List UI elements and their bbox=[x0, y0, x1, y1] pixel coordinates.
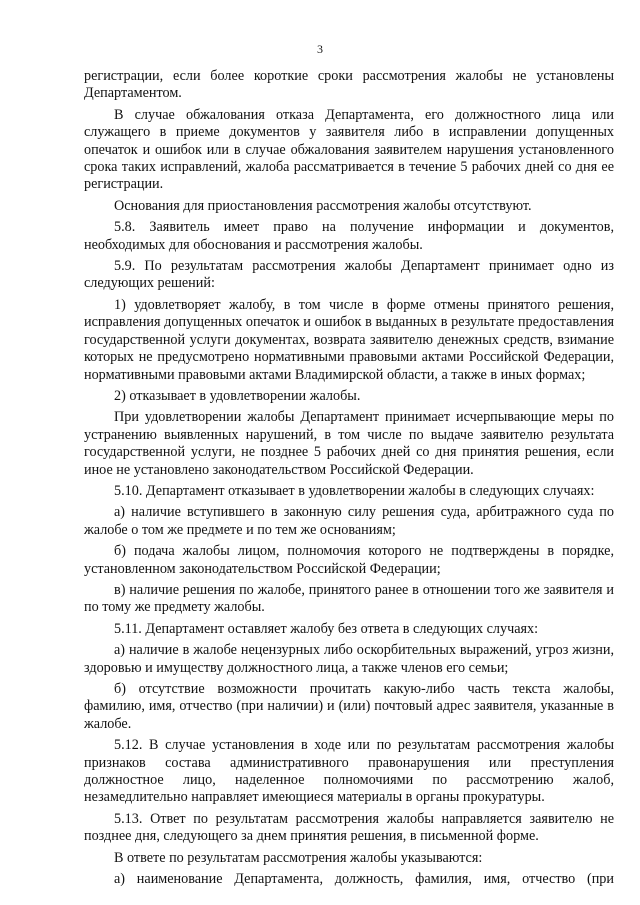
paragraph-no-suspension: Основания для приостановления рассмотрения жалобы отсутствуют. bbox=[114, 197, 532, 214]
paragraph-5-9-item-1: 1) удовлетворяет жалобу, в том числе в форме отмены принятого решения, исправления допущенных опечаток и ошибок в выданных в результате предоставления государственной услуги документах, возврата заявителю денежных средств, взимание которых не предусмотрено нормативными правовыми актами Российской Федерации, нормативными правовыми актами Владимирской области, а также в иных формах; bbox=[84, 296, 614, 383]
paragraph-appeal-refusal: В случае обжалования отказа Департамента, его должностного лица или служащего в приеме документов у заявителя либо в исправлении допущенных опечаток и ошибок или в случае обжалования заявителем нарушения установленного срока таких исправлений, жалоба рассматривается в течение 5 рабочих дней со дня ее регистрации. bbox=[84, 106, 614, 193]
paragraph-5-10-item-c: в) наличие решения по жалобе, принятого ранее в отношении того же заявителя и по тому же предмету жалобы. bbox=[84, 581, 614, 616]
paragraph-5-11: 5.11. Департамент оставляет жалобу без ответа в следующих случаях: bbox=[114, 620, 539, 637]
paragraph-5-10-item-a: а) наличие вступившего в законную силу решения суда, арбитражного суда по жалобе о том же предмете и по тем же основаниям; bbox=[84, 504, 614, 538]
document-body bbox=[84, 68, 614, 888]
paragraph-response-contents: В ответе по результатам рассмотрения жалобы указываются: bbox=[114, 849, 483, 866]
paragraph-5-10: 5.10. Департамент отказывает в удовлетворении жалобы в следующих случаях: bbox=[114, 482, 595, 499]
paragraph-satisfaction-measures: При удовлетворении жалобы Департамент принимает исчерпывающие меры по устранению выявленных нарушений, в том числе по выдаче заявителю результата государственной услуги, не позднее 5 рабочих дней со дня принятия решения, если иное не установлено законодательством Российской Федерации. bbox=[84, 409, 614, 478]
paragraph-5-9: 5.9. По результатам рассмотрения жалобы Департамент принимает одно из следующих решений: bbox=[84, 258, 614, 292]
paragraph-5-10-item-b: б) подача жалобы лицом, полномочия которого не подтверждены в порядке, установленном законодательством Российской Федерации; bbox=[84, 543, 614, 577]
paragraph-5-8: 5.8. Заявитель имеет право на получение информации и документов, необходимых для обоснования и рассмотрения жалобы. bbox=[84, 219, 614, 253]
paragraph-5-11-item-a: а) наличие в жалобе нецензурных либо оскорбительных выражений, угроз жизни, здоровью и имуществу должностного лица, а также членов его семьи; bbox=[84, 642, 614, 676]
paragraph-continuation: регистрации, если более короткие сроки рассмотрения жалобы не установлены Департаментом. bbox=[84, 68, 614, 102]
paragraph-5-12: 5.12. В случае установления в ходе или по результатам рассмотрения жалобы признаков состава административного правонарушения или преступления должностное лицо, наделенное полномочиями по рассмотрению жалоб, незамедлительно направляет имеющиеся материалы в органы прокуратуры. bbox=[84, 737, 614, 806]
paragraph-5-13: 5.13. Ответ по результатам рассмотрения жалобы направляется заявителю не позднее дня, следующего за днем принятия решения, в письменной форме. bbox=[84, 810, 614, 845]
paragraph-5-9-item-2: 2) отказывает в удовлетворении жалобы. bbox=[114, 387, 361, 404]
page-number: 3 bbox=[317, 42, 323, 56]
paragraph-response-item-a: а) наименование Департамента, должность, фамилия, имя, отчество (при bbox=[114, 871, 614, 888]
paragraph-5-11-item-b: б) отсутствие возможности прочитать какую-либо часть текста жалобы, фамилию, имя, отчество (при наличии) и (или) почтовый адрес заявителя, указанные в жалобе. bbox=[84, 681, 614, 732]
